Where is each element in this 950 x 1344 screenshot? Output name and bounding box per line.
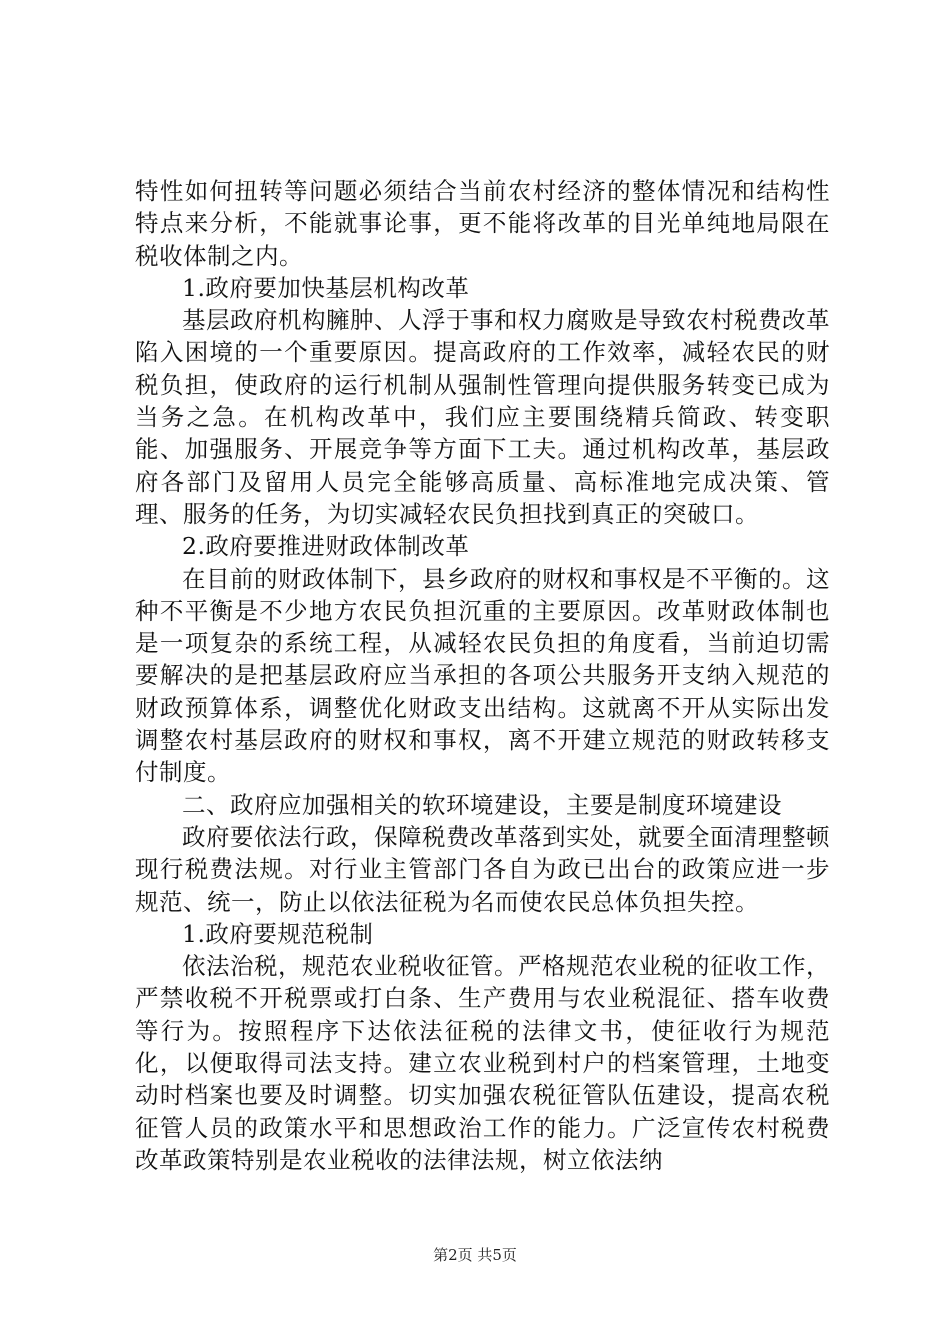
heading-soft-environment: 二、政府应加强相关的软环境建设，主要是制度环境建设 xyxy=(182,790,782,819)
paragraph-continuation: 特性如何扭转等问题必须结合当前农村经济的整体情况和结构性特点来分析，不能就事论事，更不能将改革的目光单纯地局限在税收体制之内。 xyxy=(135,177,830,270)
paragraph-fiscal-reform: 在目前的财政体制下，县乡政府的财权和事权是不平衡的。这种不平衡是不少地方农民负担沉重的主要原因。改革财政体制也是一项复杂的系统工程，从减轻农民负担的角度看，当前迫切需要解决的是把基层政府应当承担的各项公共服务开支纳入规范的财政预算体系，调整优化财政支出结构。这就离不开从实际出发调整农村基层政府的财权和事权，离不开建立规范的财政转移支付制度。 xyxy=(135,564,830,787)
paragraph-institutional-reform: 基层政府机构臃肿、人浮于事和权力腐败是导致农村税费改革陷入困境的一个重要原因。提高政府的工作效率，减轻农民的财税负担，使政府的运行机制从强制性管理向提供服务转变已成为当务之急。在机构改革中，我们应主要围绕精兵简政、转变职能、加强服务、开展竞争等方面下工夫。通过机构改革，基层政府各部门及留用人员完全能够高质量、高标准地完成决策、管理、服务的任务，为切实减轻农民负担找到真正的突破口。 xyxy=(135,306,830,528)
paragraph-tax-regulation: 依法治税，规范农业税收征管。严格规范农业税的征收工作，严禁收税不开税票或打白条、生产费用与农业税混征、搭车收费等行为。按照程序下达依法征税的法律文书，使征收行为规范化，以便取得司法支持。建立农业税到村户的档案管理，土地变动时档案也要及时调整。切实加强农税征管队伍建设，提高农税征管人员的政策水平和思想政治工作的能力。广泛宣传农村税费改革政策特别是农业税收的法律法规，树立依法纳 xyxy=(135,952,830,1174)
heading-tax-regulation: 1.政府要规范税制 xyxy=(182,919,374,948)
document-body xyxy=(135,175,830,1176)
page-footer: 第2页 共5页 xyxy=(433,1246,517,1264)
heading-institutional-reform: 1.政府要加快基层机构改革 xyxy=(182,273,470,302)
paragraph-soft-environment: 政府要依法行政，保障税费改革落到实处，就要全面清理整顿现行税费法规。对行业主管部门各自为政已出台的政策应进一步规范、统一，防止以依法征税为名而使农民总体负担失控。 xyxy=(135,822,830,916)
heading-fiscal-reform: 2.政府要推进财政体制改革 xyxy=(182,532,470,561)
